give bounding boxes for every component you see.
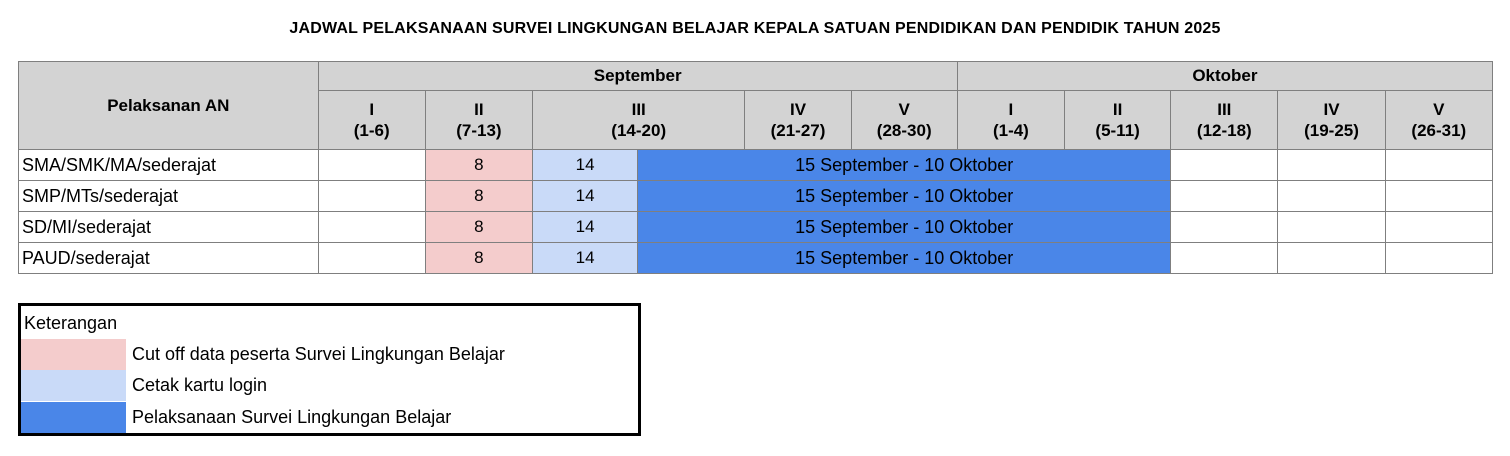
login-cell: 14 — [533, 150, 638, 181]
legend-title: Keterangan — [24, 313, 118, 333]
empty-cell — [1171, 150, 1278, 181]
empty-cell — [318, 243, 425, 274]
week-header: I (1-6) — [318, 91, 425, 150]
execution-period-cell: 15 September - 10 Oktober — [638, 181, 1171, 212]
empty-cell — [1278, 181, 1385, 212]
legend-item-login — [21, 370, 638, 401]
empty-cell — [1385, 212, 1492, 243]
row-label: SMP/MTs/sederajat — [19, 181, 319, 212]
execution-period-cell: 15 September - 10 Oktober — [638, 243, 1171, 274]
row-header: Pelaksanan AN — [19, 62, 319, 150]
week-header: I (1-4) — [957, 91, 1064, 150]
empty-cell — [1385, 150, 1492, 181]
legend-swatch — [21, 402, 126, 433]
login-cell: 14 — [533, 243, 638, 274]
empty-cell — [1385, 181, 1492, 212]
empty-cell — [1385, 243, 1492, 274]
week-header: II (7-13) — [425, 91, 532, 150]
empty-cell — [1278, 212, 1385, 243]
empty-cell — [1171, 212, 1278, 243]
login-cell: 14 — [533, 212, 638, 243]
legend-label: Pelaksanaan Survei Lingkungan Belajar — [132, 407, 452, 427]
execution-period-cell: 15 September - 10 Oktober — [638, 212, 1171, 243]
week-header: III (14-20) — [533, 91, 745, 150]
month-header-oktober: Oktober — [957, 62, 1492, 91]
cutoff-cell: 8 — [425, 181, 532, 212]
table-row — [19, 212, 1493, 243]
row-label: PAUD/sederajat — [19, 243, 319, 274]
page-title: JADWAL PELAKSANAAN SURVEI LINGKUNGAN BELAJAR KEPALA SATUAN PENDIDIKAN DAN PENDIDIK TAHUN 2025 — [289, 20, 1221, 37]
empty-cell — [1278, 243, 1385, 274]
legend-swatch — [21, 370, 126, 401]
cutoff-cell: 8 — [425, 212, 532, 243]
row-label: SMA/SMK/MA/sederajat — [19, 150, 319, 181]
week-header: III (12-18) — [1171, 91, 1278, 150]
empty-cell — [1171, 181, 1278, 212]
week-header: V (28-30) — [851, 91, 957, 150]
week-header: IV (21-27) — [745, 91, 851, 150]
login-cell: 14 — [533, 181, 638, 212]
week-header: IV (19-25) — [1278, 91, 1385, 150]
legend-item-cutoff — [21, 339, 638, 370]
execution-period-cell: 15 September - 10 Oktober — [638, 150, 1171, 181]
legend-item-execution — [21, 402, 638, 433]
month-header-september: September — [318, 62, 957, 91]
week-header: II (5-11) — [1065, 91, 1171, 150]
legend-swatch — [21, 339, 126, 370]
legend-label: Cetak kartu login — [132, 375, 268, 395]
empty-cell — [1171, 243, 1278, 274]
table-row — [19, 243, 1493, 274]
empty-cell — [1278, 150, 1385, 181]
cutoff-cell: 8 — [425, 150, 532, 181]
legend-label: Cut off data peserta Survei Lingkungan Belajar — [132, 344, 505, 364]
table-row — [19, 181, 1493, 212]
table-row — [19, 150, 1493, 181]
empty-cell — [318, 150, 425, 181]
row-label: SD/MI/sederajat — [19, 212, 319, 243]
legend-box — [18, 303, 641, 436]
week-header: V (26-31) — [1385, 91, 1492, 150]
cutoff-cell: 8 — [425, 243, 532, 274]
empty-cell — [318, 212, 425, 243]
empty-cell — [318, 181, 425, 212]
schedule-table — [18, 61, 1493, 274]
